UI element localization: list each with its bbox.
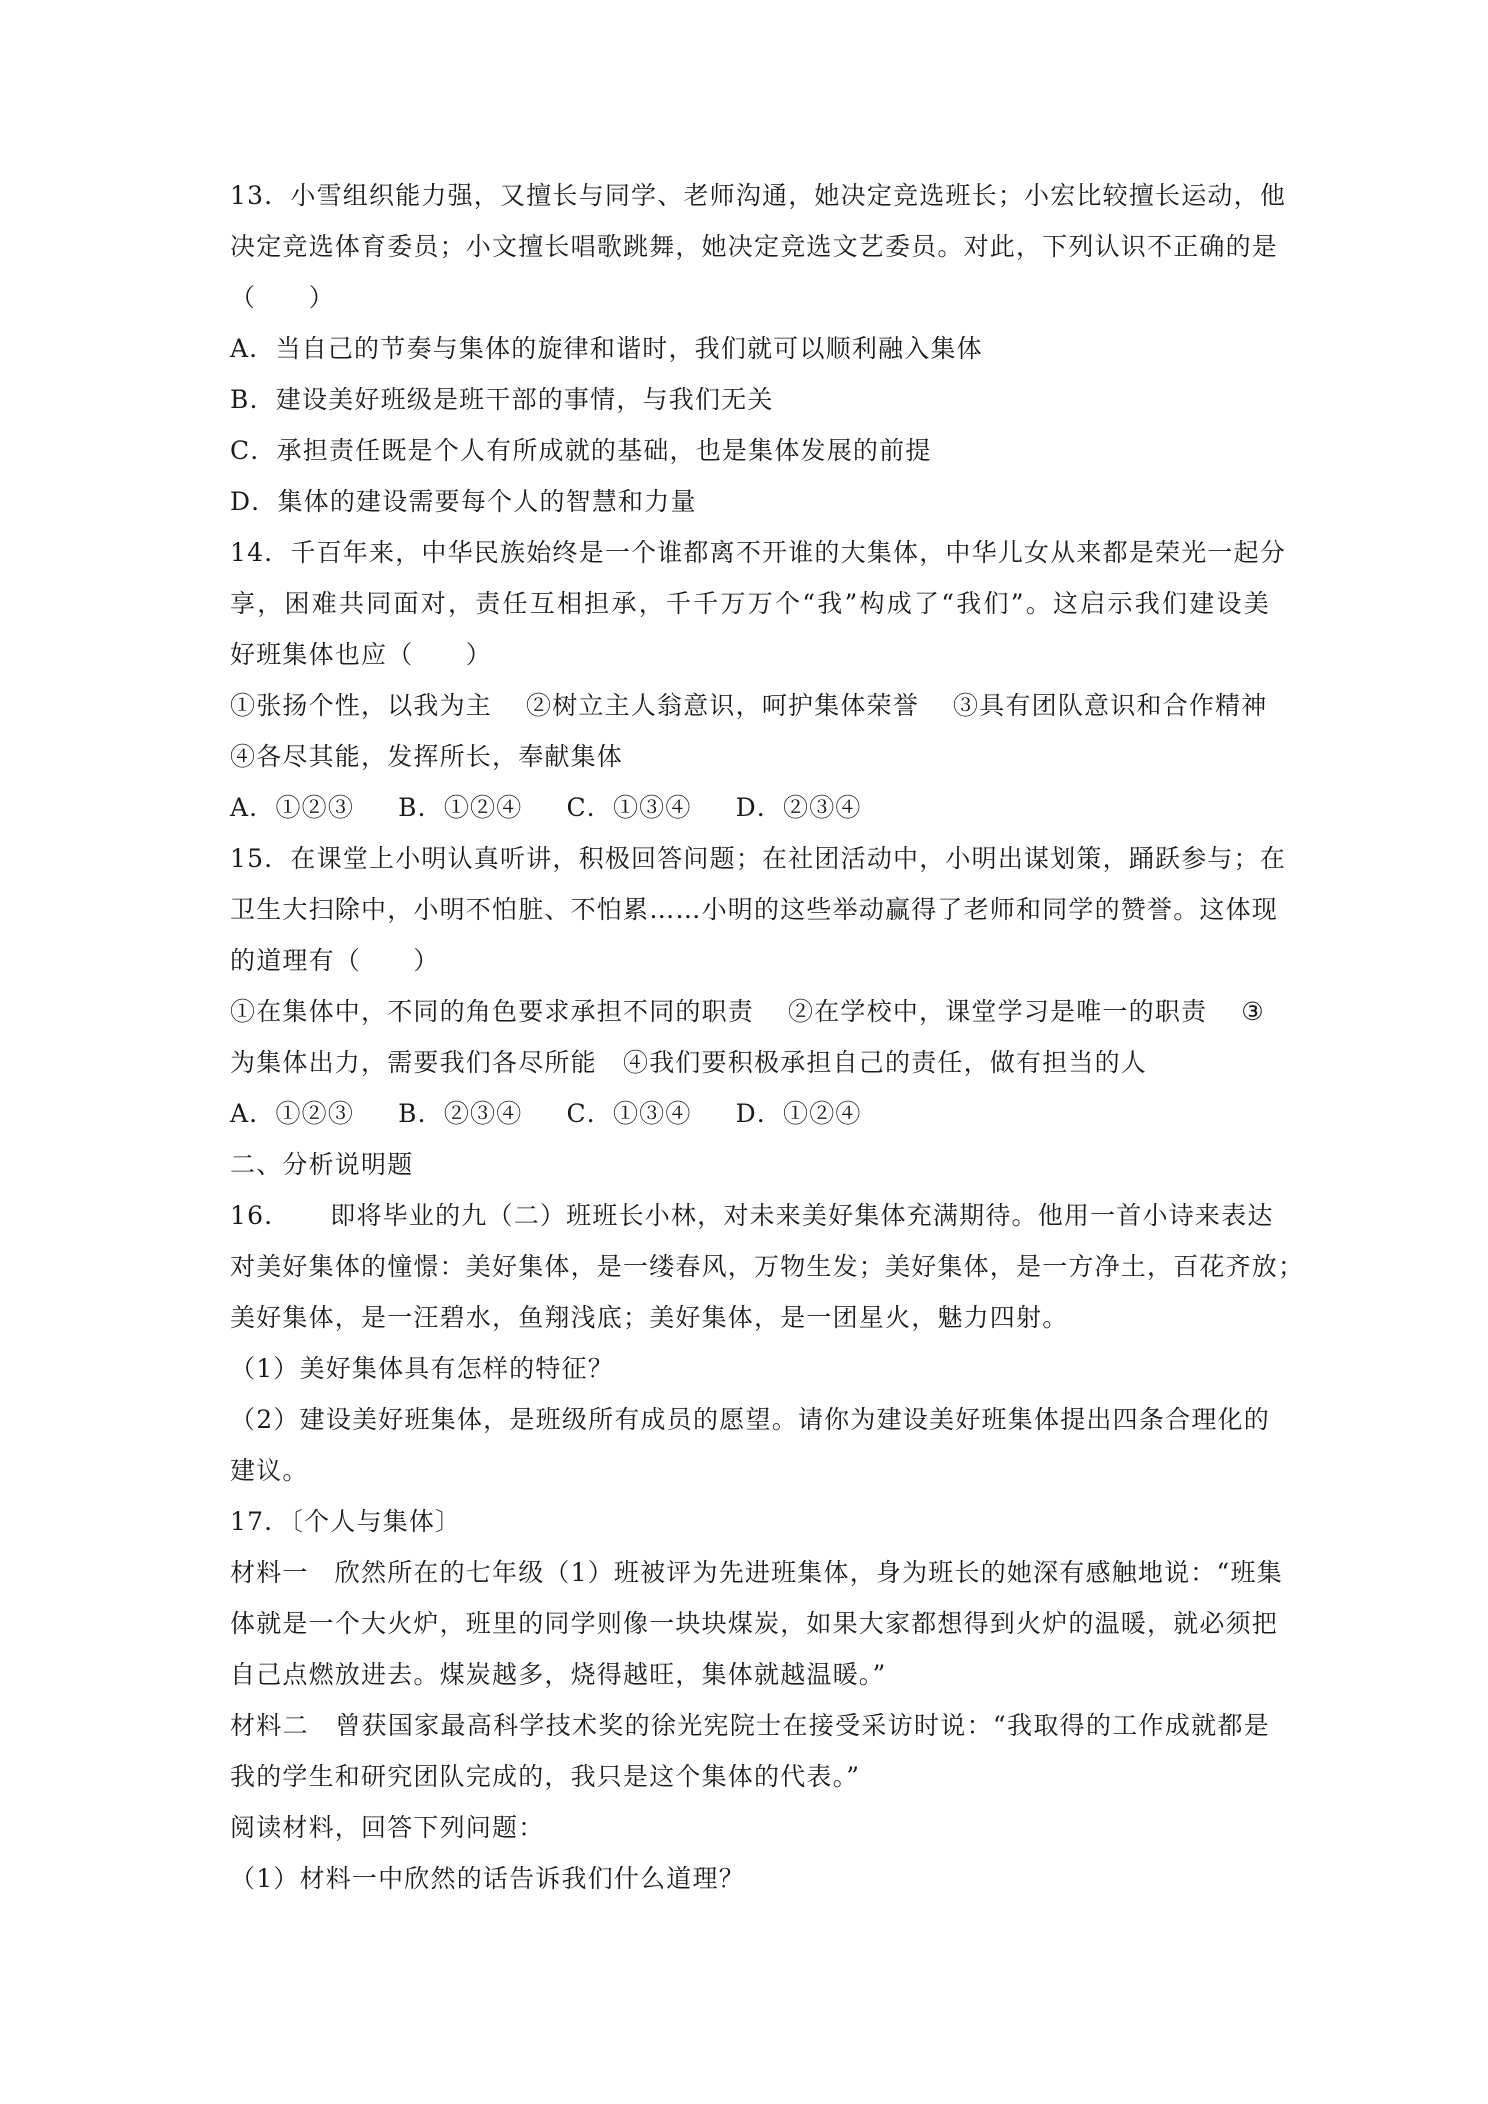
q14-line-2: 享，困难共同面对，责任互相担承，千千万万个“我”构成了“我们”。这启示我们建设美 (230, 589, 1270, 618)
q15-statement-1: ①在集体中，不同的角色要求承担不同的职责 (230, 997, 755, 1026)
q14-line-3: 好班集体也应（ ） (230, 640, 493, 669)
q14-statements (230, 687, 1270, 725)
q15-line-2: 卫生大扫除中，小明不怕脏、不怕累……小明的这些举动赢得了老师和同学的赞誉。这体现 (230, 895, 1279, 924)
q14-statement-2: ②树立主人翁意识，呵护集体荣誉 (526, 691, 920, 720)
q13-option-a: A．当自己的节奏与集体的旋律和谐时，我们就可以顺利融入集体 (230, 334, 983, 363)
q15-statement-list (230, 993, 1265, 1031)
q14-option-c: C．①③④ (566, 793, 692, 822)
q17-material-2-line-2: 我的学生和研究团队完成的，我只是这个集体的代表。” (230, 1762, 861, 1791)
section-title: 二、分析说明题 (230, 1150, 414, 1179)
q14-line-1: 14．千百年来，中华民族始终是一个谁都离不开谁的大集体，中华儿女从来都是荣光一起分 (230, 538, 1287, 567)
q16-subquestion-1: （1）美好集体具有怎样的特征？ (230, 1354, 614, 1383)
q14-statement-list (230, 687, 1267, 725)
q16-subquestion-2-line-1: （2）建设美好班集体，是班级所有成员的愿望。请你为建设美好班集体提出四条合理化的 (230, 1405, 1270, 1434)
q15-statements (230, 993, 1270, 1031)
q14-statement-3: ③具有团队意识和合作精神 (953, 691, 1268, 720)
q17-instruction: 阅读材料，回答下列问题： (230, 1813, 545, 1842)
q14-option-d: D．②③④ (735, 793, 862, 822)
q13-blank: （ ） (230, 283, 335, 312)
q16-subquestion-2-line-2: 建议。 (230, 1456, 309, 1485)
q13-line-2: 决定竞选体育委员；小文擅长唱歌跳舞，她决定竞选文艺委员。对此，下列认识不正确的是 (230, 232, 1279, 261)
q16-line-2: 对美好集体的憧憬：美好集体，是一缕春风，万物生发；美好集体，是一方净土，百花齐放； (230, 1252, 1305, 1281)
q15-line-5: 为集体出力，需要我们各尽所能 ④我们要积极承担自己的责任，做有担当的人 (230, 1048, 1148, 1077)
q13-option-c: C．承担责任既是个人有所成就的基础，也是集体发展的前提 (230, 436, 932, 465)
q17-material-2-line-1: 材料二 曾获国家最高科学技术奖的徐光宪院士在接受采访时说：“我取得的工作成就都是 (230, 1711, 1270, 1740)
q13-line-1: 13．小雪组织能力强，又擅长与同学、老师沟通，她决定竞选班长；小宏比较擅长运动，他 (230, 181, 1287, 210)
q15-option-c: C．①③④ (566, 1099, 692, 1128)
q14-option-a: A．①②③ (230, 793, 355, 822)
q15-line-3: 的道理有（ ） (230, 946, 440, 975)
q15-option-b: B．②③④ (398, 1099, 523, 1128)
q15-line-1: 15．在课堂上小明认真听讲，积极回答问题；在社团活动中，小明出谋划策，踊跃参与；在 (230, 844, 1287, 873)
q14-statement-4: ④各尽其能，发挥所长，奉献集体 (230, 742, 624, 771)
q15-statement-3-start: ③ (1241, 997, 1265, 1026)
q14-statement-1: ①张扬个性，以我为主 (230, 691, 493, 720)
q17-material-1-line-3: 自己点燃放进去。煤炭越多，烧得越旺，集体就越温暖。” (230, 1660, 887, 1689)
q17-subquestion-1: （1）材料一中欣然的话告诉我们什么道理？ (230, 1864, 745, 1893)
q17-material-1-line-2: 体就是一个大火炉，班里的同学则像一块块煤炭，如果大家都想得到火炉的温暖，就必须把 (230, 1609, 1279, 1638)
q15-options (230, 1095, 1270, 1133)
q14-option-b: B．①②④ (398, 793, 523, 822)
q14-options (230, 789, 1270, 827)
q13-option-b: B．建设美好班级是班干部的事情，与我们无关 (230, 385, 774, 414)
q17-title: 17．〔个人与集体〕 (230, 1507, 462, 1536)
q15-option-d: D．①②④ (735, 1099, 862, 1128)
q15-statement-2: ②在学校中，课堂学习是唯一的职责 (788, 997, 1208, 1026)
q13-option-d: D．集体的建设需要每个人的智慧和力量 (230, 487, 697, 516)
q16-line-3: 美好集体，是一汪碧水，鱼翔浅底；美好集体，是一团星火，魅力四射。 (230, 1303, 1069, 1332)
q17-material-1-line-1: 材料一 欣然所在的七年级（1）班被评为先进班集体，身为班长的她深有感触地说：“班集 (230, 1558, 1283, 1587)
q16-line-1: 16． 即将毕业的九（二）班班长小林，对未来美好集体充满期待。他用一首小诗来表达 (230, 1201, 1274, 1230)
q15-option-a: A．①②③ (230, 1099, 355, 1128)
